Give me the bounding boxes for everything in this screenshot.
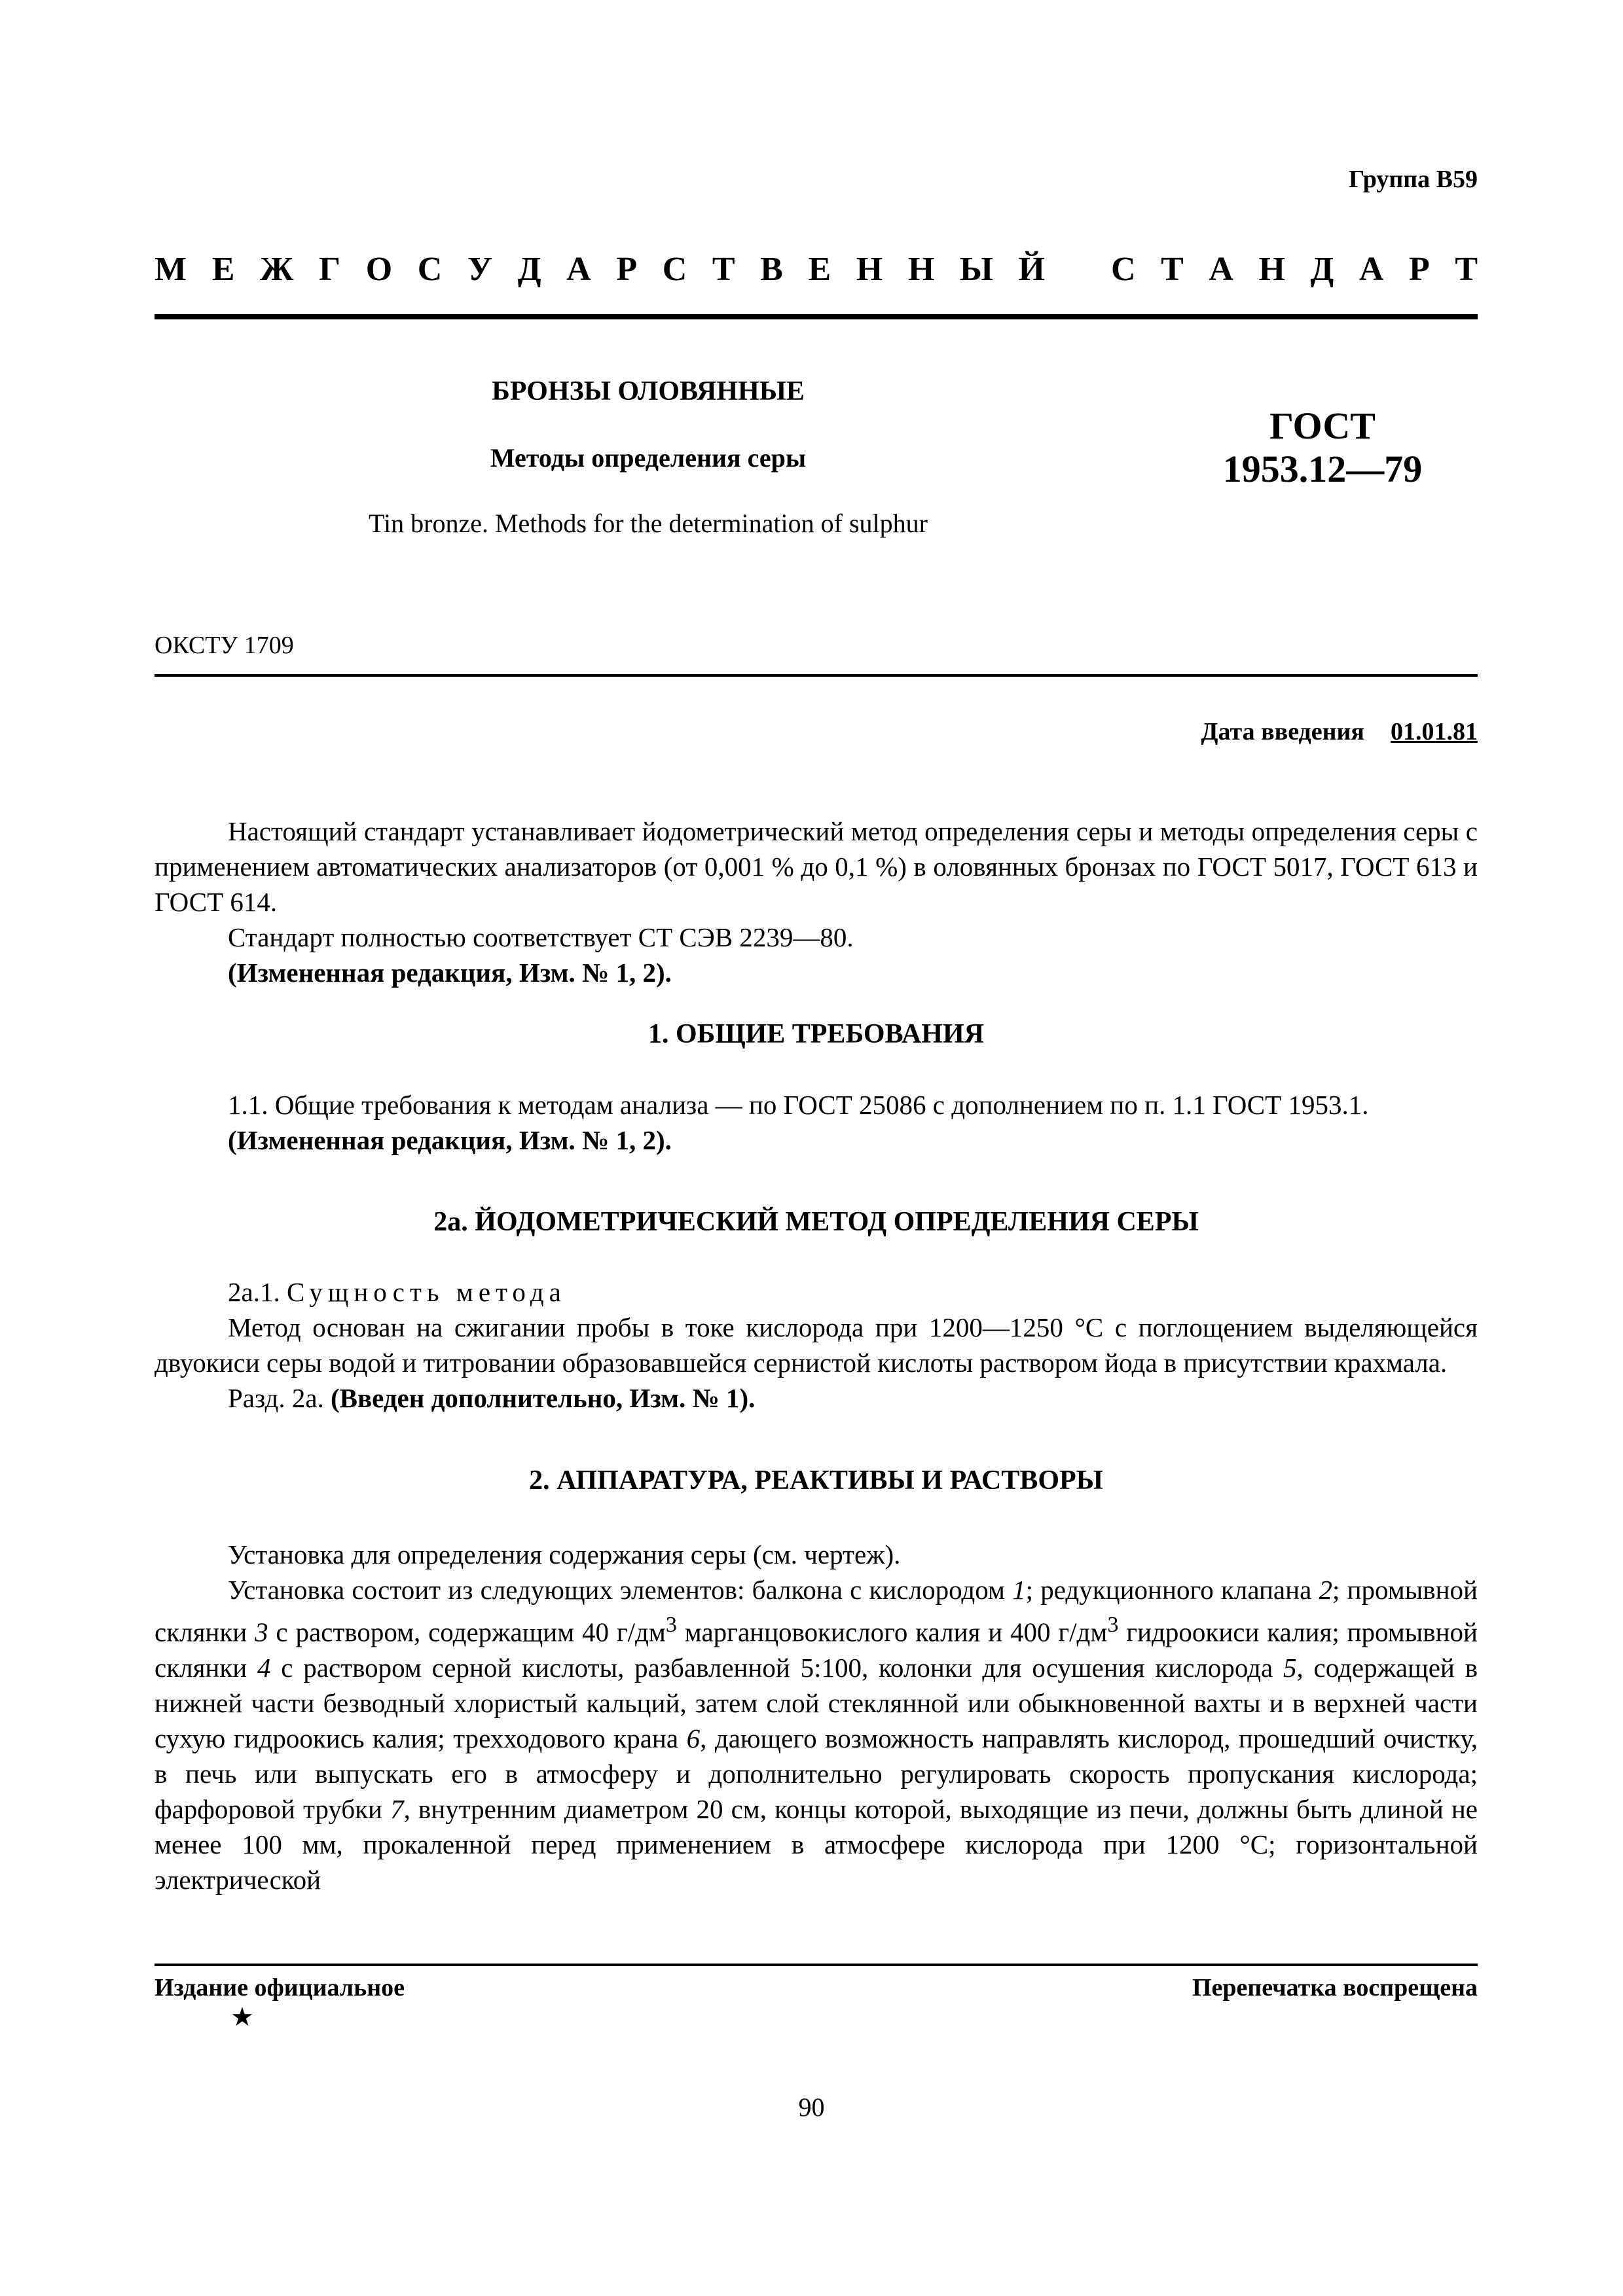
banner-letter: С — [662, 250, 687, 288]
document-title: БРОНЗЫ ОЛОВЯННЫЕ — [492, 376, 805, 406]
banner-letter: А — [1359, 250, 1384, 288]
intro-paragraph: Настоящий стандарт устанавливает йодометрический метод определения серы и методы определения серы с применением автоматических анализаторов (от 0,001 % до 0,1 %) в оловянных бронзах по ГОСТ 5017, ГОСТ 613 и ГОСТ 614. — [155, 816, 1478, 917]
oksty-divider — [155, 674, 1478, 677]
section-1-heading: 1. ОБЩИЕ ТРЕБОВАНИЯ — [648, 1019, 984, 1049]
reprint-notice: Перепечатка воспрещена — [1192, 1974, 1478, 2001]
introduction-date — [1201, 717, 1478, 746]
banner-letter: Н — [1258, 250, 1285, 288]
banner-letter: Н — [907, 250, 935, 288]
star-icon: ★ — [230, 2002, 254, 2032]
banner-letter: М — [155, 250, 187, 288]
official-edition: Издание официальное — [155, 1974, 405, 2001]
banner-letter: Д — [517, 250, 541, 288]
banner-letter: В — [760, 250, 783, 288]
gost-label: ГОСТ — [1269, 404, 1376, 447]
oksty-code: ОКСТУ 1709 — [155, 632, 294, 659]
banner-letter: Т — [712, 250, 735, 288]
header-divider — [155, 314, 1478, 319]
gost-number: 1953.12—79 — [1222, 448, 1423, 490]
banner-letter: Н — [856, 250, 883, 288]
banner-letter: Д — [1310, 250, 1334, 288]
section-2-body — [155, 1537, 1478, 1897]
intro-block — [155, 814, 1478, 990]
method-description: Метод основан на сжигании пробы в токе кислорода при 1200—1250 °С с поглощением выделяющейся двуокиси серы водой и титровании образовавшейся сернистой кислоты раствором йода в присутствии крахмала. — [155, 1312, 1478, 1378]
intro-compliance: Стандарт полностью соответствует СТ СЭВ 2239—80. — [228, 922, 854, 952]
banner-letter: Ы — [959, 250, 993, 288]
banner-letter: Т — [1455, 250, 1478, 288]
intro-amendment: (Измененная редакция, Изм. № 1, 2). — [228, 958, 672, 988]
banner-interstate — [155, 250, 1045, 289]
section-2-heading: 2. АППАРАТУРА, РЕАКТИВЫ И РАСТВОРЫ — [529, 1465, 1103, 1496]
section-1-body — [155, 1087, 1478, 1158]
date-value: 01.01.81 — [1391, 718, 1478, 745]
page-number: 90 — [798, 2092, 825, 2122]
gost-designation — [1178, 404, 1467, 491]
clause-title: Сущность метода — [286, 1277, 566, 1307]
banner-letter: С — [417, 250, 443, 288]
clause-number: 2а.1. — [228, 1277, 280, 1307]
apparatus-intro: Установка для определения содержания серы (см. чертеж). — [228, 1539, 901, 1570]
section-2a-body — [155, 1274, 1478, 1416]
amendment-text: (Введен дополнительно, Изм. № 1). — [331, 1383, 756, 1413]
document-subtitle: Методы определения серы — [490, 443, 807, 473]
footer-divider — [155, 1964, 1478, 1966]
english-title: Tin bronze. Methods for the determination of sulphur — [369, 509, 928, 538]
banner-letter: Е — [211, 250, 235, 288]
section-1-amendment: (Измененная редакция, Изм. № 1, 2). — [228, 1125, 672, 1155]
clause-1-1: 1.1. Общие требования к методам анализа — по ГОСТ 25086 с дополнением по п. 1.1 ГОСТ 1953.1. — [228, 1090, 1369, 1120]
amendment-prefix: Разд. 2а. — [228, 1383, 324, 1413]
date-label: Дата введения — [1201, 718, 1364, 745]
section-2a-heading: 2а. ЙОДОМЕТРИЧЕСКИЙ МЕТОД ОПРЕДЕЛЕНИЯ СЕРЫ — [433, 1207, 1199, 1237]
banner-letter: Т — [1161, 250, 1184, 288]
banner-letter: Й — [1018, 250, 1045, 288]
banner-letter: А — [566, 250, 591, 288]
banner-letter: С — [1111, 250, 1136, 288]
standard-banner — [155, 246, 1478, 292]
banner-letter: Р — [616, 250, 638, 288]
section-2a-amendment — [155, 1380, 1478, 1416]
group-code: Группа В59 — [1348, 166, 1478, 193]
banner-letter: Р — [1408, 250, 1430, 288]
banner-letter: А — [1209, 250, 1233, 288]
banner-letter: Ж — [260, 250, 294, 288]
banner-letter: У — [467, 250, 493, 288]
banner-letter: Г — [319, 250, 341, 288]
clause-2a-1 — [155, 1274, 1478, 1310]
banner-letter: Е — [808, 250, 831, 288]
apparatus-description: Установка состоит из следующих элементов: балкона с кислородом 1; редукционного клапана 2; промывной склянки 3 с раствором, содержащим 40 $г/дм^3$ марганцовокислого калия и 400 $г/дм^3$ гидроокиси калия; промывной склянки 4 с раствором серной кислоты, разбавленной 5:100, колонки для осушения кислорода 5, содержащей в нижней части безводный хлористый кальций, затем слой стеклянной или обыкновенной вахты и в верхней части сухую гидроокись калия; трехходового крана 6, дающего возможность направлять кислород, прошедший очистку, в печь или выпускать его в атмосферу и дополнительно регулировать скорость пропускания кислорода; фарфоровой трубки 7, внутренним диаметром 20 см, концы которой, выходящие из печи, должны быть длиной не менее 100 мм, прокаленной перед применением в атмосфере кислорода при 1200 °С; горизонтальной электрической — [155, 1575, 1478, 1895]
banner-standard — [1111, 250, 1478, 289]
banner-letter: О — [365, 250, 393, 288]
